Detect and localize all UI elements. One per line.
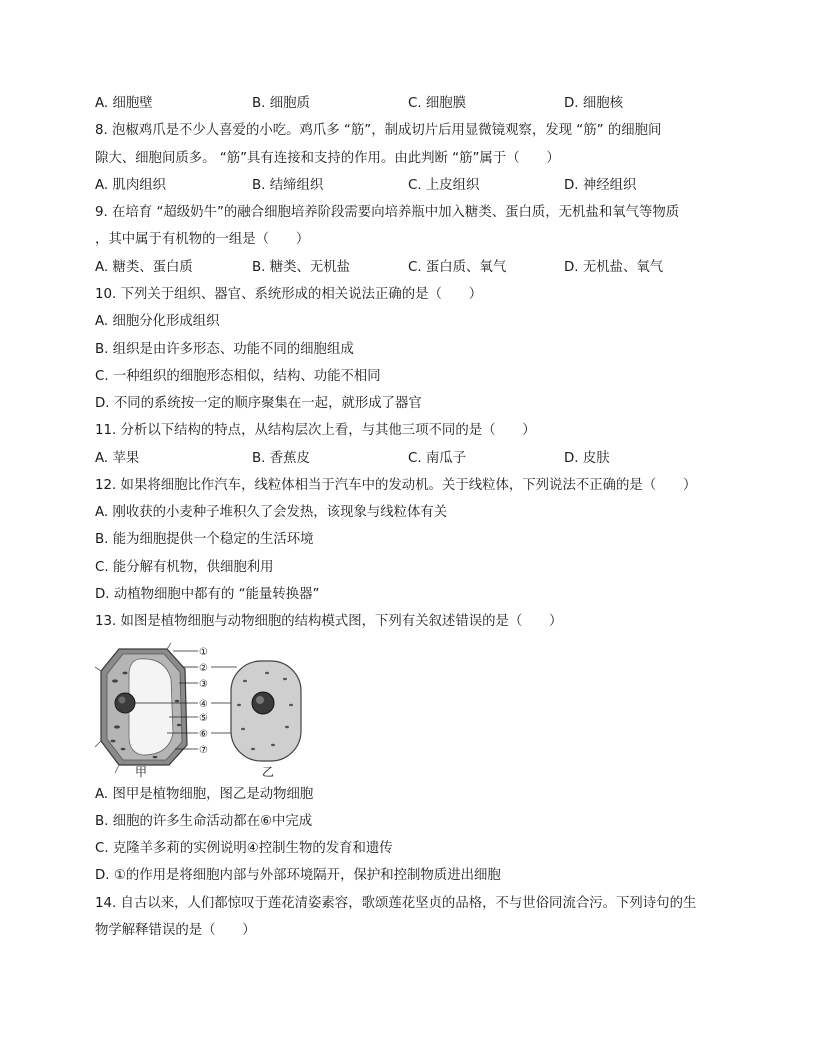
label-4: ④ <box>199 699 208 710</box>
q11-option-c[interactable]: C. 南瓜子 <box>408 451 467 466</box>
cell-diagram-svg <box>95 641 305 781</box>
q8-stem-line2: 隙大、细胞间质多。 “筋”具有连接和支持的作用。由此判断 “筋”属于（ ） <box>95 151 560 166</box>
q8-stem-line1: 8. 泡椒鸡爪是不少人喜爱的小吃。鸡爪多 “筋”，制成切片后用显微镜观察，发现 “筋” 的细胞间 <box>95 123 662 138</box>
q8-option-d[interactable]: D. 神经组织 <box>564 178 637 193</box>
q13-option-d[interactable]: D. ①的作用是将细胞内部与外部环境隔开，保护和控制物质进出细胞 <box>95 868 501 883</box>
figure-caption-animal: 乙 <box>262 765 275 779</box>
animal-cell <box>231 661 301 761</box>
q12-option-c[interactable]: C. 能分解有机物，供细胞利用 <box>95 560 274 575</box>
q14-stem-line2: 物学解释错误的是（ ） <box>95 923 256 938</box>
q12-option-d[interactable]: D. 动植物细胞中都有的 “能量转换器” <box>95 587 320 602</box>
q10-option-b[interactable]: B. 组织是由许多形态、功能不同的细胞组成 <box>95 342 354 357</box>
q8-option-c[interactable]: C. 上皮组织 <box>408 178 480 193</box>
q8-option-a[interactable]: A. 肌肉组织 <box>95 178 166 193</box>
q9-option-c[interactable]: C. 蛋白质、氧气 <box>408 260 507 275</box>
plant-cell <box>95 643 187 773</box>
label-6: ⑥ <box>199 729 208 740</box>
q12-option-b[interactable]: B. 能为细胞提供一个稳定的生活环境 <box>95 532 314 547</box>
figure-caption-plant: 甲 <box>135 765 148 779</box>
q7-option-a[interactable]: A. 细胞壁 <box>95 96 153 111</box>
q13-option-b[interactable]: B. 细胞的许多生命活动都在⑥中完成 <box>95 814 313 829</box>
q10-option-c[interactable]: C. 一种组织的细胞形态相似，结构、功能不相同 <box>95 369 381 384</box>
q13-stem: 13. 如图是植物细胞与动物细胞的结构模式图，下列有关叙述错误的是（ ） <box>95 614 563 629</box>
q8-options <box>95 177 725 195</box>
q7-option-b[interactable]: B. 细胞质 <box>252 96 310 111</box>
q8-option-b[interactable]: B. 结缔组织 <box>252 178 324 193</box>
label-7: ⑦ <box>199 745 208 756</box>
q13-option-c[interactable]: C. 克隆羊多莉的实例说明④控制生物的发育和遗传 <box>95 841 393 856</box>
q10-option-d[interactable]: D. 不同的系统按一定的顺序聚集在一起，就形成了器官 <box>95 396 422 411</box>
figure-number-labels <box>199 647 208 756</box>
cell-structure-figure <box>95 641 305 781</box>
q10-option-a[interactable]: A. 细胞分化形成组织 <box>95 314 220 329</box>
q7-options <box>95 95 725 113</box>
q11-option-b[interactable]: B. 香蕉皮 <box>252 451 310 466</box>
q12-option-a[interactable]: A. 刚收获的小麦种子堆积久了会发热，该现象与线粒体有关 <box>95 505 448 520</box>
q11-option-a[interactable]: A. 苹果 <box>95 451 140 466</box>
q9-option-b[interactable]: B. 糖类、无机盐 <box>252 260 351 275</box>
q11-stem: 11. 分析以下结构的特点，从结构层次上看，与其他三项不同的是（ ） <box>95 423 536 438</box>
q9-stem-line2: ，其中属于有机物的一组是（ ） <box>95 232 310 247</box>
q7-option-d[interactable]: D. 细胞核 <box>564 96 623 111</box>
q9-option-d[interactable]: D. 无机盐、氧气 <box>564 260 664 275</box>
label-3: ③ <box>199 679 208 690</box>
q13-option-a[interactable]: A. 图甲是植物细胞，图乙是动物细胞 <box>95 787 314 802</box>
label-2: ② <box>199 663 208 674</box>
q14-stem-line1: 14. 自古以来，人们都惊叹于莲花清姿素容，歌颂莲花坚贞的品格，不与世俗同流合污。下列诗句的生 <box>95 896 697 911</box>
q7-option-c[interactable]: C. 细胞膜 <box>408 96 467 111</box>
label-1: ① <box>199 647 208 658</box>
label-5: ⑤ <box>199 713 208 724</box>
q9-stem-line1: 9. 在培育 “超级奶牛”的融合细胞培养阶段需要向培养瓶中加入糖类、蛋白质，无机盐和氧气等物质 <box>95 205 680 220</box>
q9-option-a[interactable]: A. 糖类、蛋白质 <box>95 260 193 275</box>
q10-stem: 10. 下列关于组织、器官、系统形成的相关说法正确的是（ ） <box>95 287 483 302</box>
q12-stem: 12. 如果将细胞比作汽车，线粒体相当于汽车中的发动机。关于线粒体，下列说法不正确的是（ ） <box>95 478 697 493</box>
q11-options <box>95 450 725 468</box>
q11-option-d[interactable]: D. 皮肤 <box>564 451 610 466</box>
q9-options <box>95 259 725 277</box>
